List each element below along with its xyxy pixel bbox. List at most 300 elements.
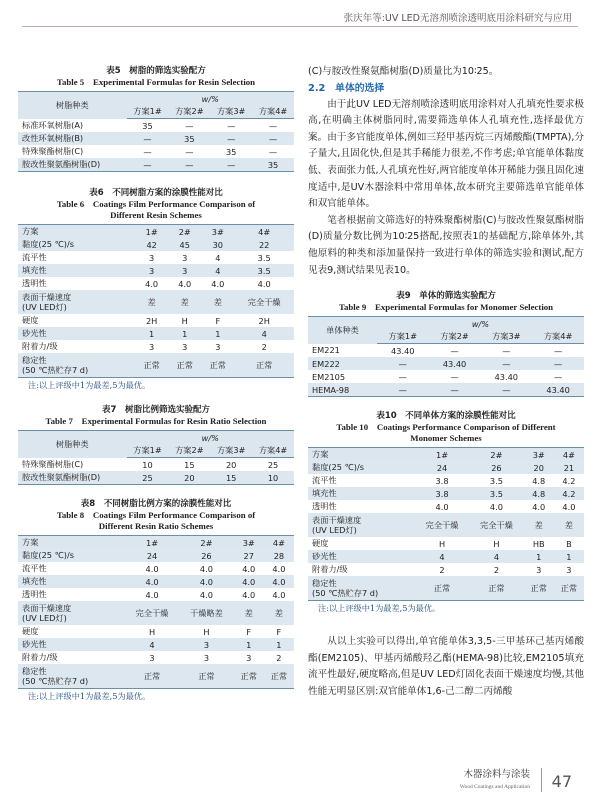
table8-header-row (18, 536, 294, 550)
table-row (18, 238, 294, 251)
table10-cell: 4.0 (562, 501, 576, 512)
table6-cell: 完全干燥 (234, 290, 294, 314)
table10-row-label: 透明性 (312, 501, 337, 512)
table8-col-header: 4# (264, 536, 294, 550)
table5-cell: 35 (252, 158, 294, 172)
table6-note: 注:以上评级中1为最差,5为最优。 (28, 380, 151, 390)
table-row (18, 471, 294, 485)
table10-title-en-1: Table 10 Coatings Performance Comparison of Different (336, 422, 556, 433)
table5-cell: — (168, 158, 210, 172)
table10-cell: 差 (524, 513, 554, 537)
table7-cell: 20 (225, 459, 237, 470)
table10-cell: 4.0 (532, 501, 546, 512)
table6-title-en-2: Different Resin Schemes (110, 210, 202, 220)
table8-cell: 3 (203, 652, 210, 663)
table8-cell: 26 (179, 549, 233, 562)
table-row (18, 588, 294, 601)
table9-title-en: Table 9 Experimental Formulas for Monomer Selection (338, 302, 554, 313)
table-row (18, 158, 294, 172)
table-row (18, 575, 294, 588)
table6-cell: F (215, 315, 221, 326)
table6-cell: 3 (135, 264, 168, 277)
table-row (308, 487, 584, 500)
table10-row-label: 表面干燥速度 (UV LED灯) (308, 513, 415, 537)
table8-cell: 4.0 (242, 589, 256, 600)
table9-cell: — (377, 357, 429, 370)
table6-col-header: 4# (234, 225, 294, 239)
table8-cell: 4.0 (125, 575, 179, 588)
table8-cell: 4.0 (199, 589, 213, 600)
table8-row-label: 附着力/级 (22, 652, 58, 662)
table6-row-label: 砂光性 (18, 327, 135, 340)
table6-cell: H (181, 315, 188, 326)
journal-title: 木器涂料与涂装 (463, 769, 530, 780)
table-row (18, 651, 294, 664)
table10-caption (308, 411, 584, 444)
table8-cell: 干燥略差 (179, 601, 233, 625)
table-row (308, 357, 584, 370)
table6-cell: 3 (215, 341, 221, 352)
table5-cell: — (268, 120, 278, 131)
table8-row-label: 砂光性 (18, 638, 125, 651)
table-row (308, 563, 584, 576)
table9-col-header: 方案2# (429, 330, 481, 344)
journal-title-en: Wood Coatings and Application (459, 784, 530, 790)
table8-cell: 4.0 (234, 575, 264, 588)
table10-cell: 完全干燥 (469, 513, 523, 537)
table5-cell: — (127, 158, 169, 172)
table8-row-label: 流平性 (22, 563, 47, 573)
table8-cell: 正常 (179, 664, 233, 689)
table-row (308, 537, 584, 550)
table10-cell: 正常 (524, 576, 554, 601)
table6-cell: 3 (182, 252, 188, 263)
table8-cell: 4 (125, 638, 179, 651)
table5-caption (18, 66, 294, 88)
table-row (308, 461, 584, 474)
table9-cell: 43.40 (391, 345, 415, 356)
table10-cell: 3.8 (435, 475, 449, 486)
table10-cell: 2 (493, 564, 500, 575)
table10-row-label: 稳定性 (50 ℃热贮存7 d) (308, 576, 415, 601)
table5-cell: — (143, 146, 152, 157)
table10-note: 注:以上评级中1为最差,5为最优。 (318, 603, 441, 614)
table10-title-en-2: Monomer Schemes (410, 433, 482, 444)
table8-cell: 1 (264, 638, 294, 651)
table9-unit-header: w/% (377, 317, 584, 331)
table8-cell: 完全干燥 (125, 601, 179, 625)
table10-cell: 4.0 (489, 501, 503, 512)
page-number: 47 (551, 772, 572, 791)
table7-cell: 10 (142, 459, 153, 470)
table6-cell: 30 (201, 238, 234, 251)
para-conclusion: 从以上实验可以得出,单官能单体3,3,5-三甲基环己基丙烯酸酯(EM2105)、甲基丙烯酸羟乙酯(HEMA-98)比较,EM2105填充流平性最好,硬度略高,但是UV LED灯固化表面干燥速度均慢,其他性能无明显区别:双官能单体1,6-己二醇二丙烯酸 (308, 636, 584, 697)
table10-col-header: 1# (415, 448, 469, 462)
para-monomer-method: 笔者根据前文筛选好的特殊聚酯树脂(C)与胺改性聚氨酯树脂(D)质量分数比例为10∶25搭配,按照表1的基础配方,除单体外,其他原料的种类和添加量保持一致进行单体的筛选实验和测试,配方见表9,测试结果见表10。 (308, 214, 584, 276)
table9-row-label: EM222 (308, 357, 377, 370)
table9-row-label: EM2105 (312, 371, 346, 382)
table7-col-header: 方案4# (252, 444, 294, 458)
table10-cell: 完全干燥 (415, 513, 469, 537)
table9 (308, 316, 584, 397)
table-row (308, 500, 584, 513)
table-row (308, 383, 584, 397)
table5-cell: — (210, 132, 252, 145)
table6-cell: 45 (168, 238, 201, 251)
table9-cell: — (450, 371, 459, 382)
table5-cell: — (185, 120, 194, 131)
table6-cell: 4.0 (145, 278, 159, 289)
table6-cell: 3 (182, 341, 188, 352)
table10-cell: 4 (469, 550, 523, 563)
table10-row-label: 填充性 (308, 487, 415, 500)
table6-title-en-1: Table 6 Coatings Film Performance Comparison of (56, 199, 256, 209)
table7-cell: 25 (267, 459, 279, 470)
table9-cell: — (398, 371, 407, 382)
table6-cell: 3.5 (257, 252, 271, 263)
right-column (308, 64, 584, 701)
table6-cell: 4.0 (211, 278, 225, 289)
table-row (308, 576, 584, 601)
table6-cell: 3 (149, 341, 155, 352)
table7-cell: 10 (252, 471, 294, 485)
table6-caption (18, 188, 294, 221)
table8-cell: 2 (276, 652, 282, 663)
table10-cell: 正常 (415, 576, 469, 601)
table5-unit-header: w/% (127, 92, 294, 106)
table8-col-header: 3# (234, 536, 264, 550)
table9-cell: — (554, 345, 563, 356)
table8-cell: 4.0 (145, 589, 159, 600)
table10-cell: 26 (469, 461, 523, 474)
table8-cell: 4.0 (199, 563, 213, 574)
table9-cell: — (502, 345, 511, 356)
table8-cell: 3 (179, 638, 233, 651)
table10-cell: 4.2 (554, 487, 584, 500)
table7-title-en: Table 7 Experimental Formulas for Resin Ratio Selection (45, 416, 267, 426)
table-row (308, 474, 584, 487)
table10-cell: HB (532, 538, 545, 549)
table-row (18, 458, 294, 472)
table10-cell: 正常 (469, 576, 523, 601)
table6-cell: 1 (201, 327, 234, 340)
running-head: 张庆年等:UV LED无溶剂喷涂透明底用涂料研究与应用 (343, 13, 572, 24)
table5-row-label: 标准环氧树脂(A) (22, 119, 84, 130)
header-rule (22, 26, 578, 27)
table9-cell: — (554, 371, 563, 382)
table5-cell: — (268, 146, 278, 157)
table6-col-header: 2# (168, 225, 201, 239)
table8-cell: H (203, 626, 210, 637)
table5-cell: — (210, 158, 252, 172)
table5-cell: — (127, 132, 169, 145)
table6-cell: 1 (135, 327, 168, 340)
section-2-2-heading: 2.2 单体的选择 (308, 82, 385, 94)
table9-title-zh: 表9 单体的筛选实验配方 (396, 291, 496, 302)
table8-title-en-2: Different Resin Ratio Schemes (98, 521, 214, 531)
table8-note: 注:以上评级中1为最差,5为最优。 (28, 691, 151, 701)
table10-cell: 20 (524, 461, 554, 474)
table6-cell: 42 (135, 238, 168, 251)
table5-header-row (18, 92, 294, 106)
table6-cell: 2 (261, 341, 267, 352)
table-row (308, 550, 584, 563)
table7-row-label: 胺改性聚氨酯树脂(D) (18, 471, 127, 485)
table8-row-label: 透明性 (22, 589, 47, 599)
table6-cell: 3.5 (234, 264, 294, 277)
footer-divider (541, 768, 542, 792)
table5-title-zh: 表5 树脂的筛选实验配方 (106, 66, 206, 76)
table10-cell: 4.8 (524, 487, 554, 500)
table6-col0-header: 方案 (18, 225, 135, 239)
table8-cell: 差 (234, 601, 264, 625)
table-row (18, 145, 294, 158)
table8-cell: 24 (125, 549, 179, 562)
table8-col0-header: 方案 (18, 536, 125, 550)
table9-cell: — (480, 383, 532, 397)
table8-cell: 4.0 (179, 575, 233, 588)
table6-cell: 正常 (234, 353, 294, 378)
table-row (308, 370, 584, 383)
table10-row-label: 附着力/级 (312, 564, 348, 575)
table6-cell: 3 (168, 264, 201, 277)
table9-cell: — (532, 357, 584, 370)
table9-caption (308, 291, 584, 313)
table-row (18, 290, 294, 314)
table7-cell: 25 (127, 471, 169, 485)
table7-title-zh: 表7 树脂比例筛选实验配方 (102, 405, 210, 415)
table6-cell: 4.0 (257, 278, 271, 289)
table-row (18, 327, 294, 340)
table6-cell: 差 (135, 290, 168, 314)
table10-cell: 2 (439, 564, 445, 575)
table5-row-label: 改性环氧树脂(B) (18, 132, 127, 145)
table5-cell: — (252, 132, 294, 145)
table8-title-zh: 表8 不同树脂比例方案的涂膜性能对比 (80, 499, 232, 509)
table8-cell: 3 (149, 652, 155, 663)
table8-col-header: 2# (179, 536, 233, 550)
table5-row-label: 特殊聚酯树脂(C) (22, 146, 84, 156)
table8-cell: 28 (264, 549, 294, 562)
table10-cell: 3.5 (469, 487, 523, 500)
table6 (18, 224, 294, 378)
table7-cell: 20 (168, 471, 210, 485)
table10-row-label: 砂光性 (308, 550, 415, 563)
table9-col0-header: 单体种类 (308, 317, 377, 344)
table5-cell: 35 (142, 120, 153, 131)
table5 (18, 91, 294, 172)
table-row (18, 264, 294, 277)
table8-row-label: 硬度 (22, 626, 39, 636)
table-row (18, 601, 294, 625)
table10-cell: 正常 (554, 576, 584, 601)
table10-cell: 3.8 (415, 487, 469, 500)
table7-unit-header: w/% (127, 431, 294, 445)
table7-cell: 15 (210, 471, 252, 485)
table10-cell: 4.8 (532, 475, 546, 486)
table8-cell: 1 (234, 638, 264, 651)
table6-row-label: 黏度(25 ℃)/s (18, 238, 135, 251)
table8-cell: 27 (234, 549, 264, 562)
table7-col0-header: 树脂种类 (18, 431, 127, 458)
table-row (18, 251, 294, 264)
table8-row-label: 填充性 (18, 575, 125, 588)
table6-cell: 差 (201, 290, 234, 314)
table6-title-zh: 表6 不同树脂方案的涂膜性能对比 (89, 188, 223, 198)
table5-col-header: 方案3# (210, 105, 252, 119)
table9-row-label: HEMA-98 (308, 383, 377, 397)
table6-row-label: 稳定性 (50 ℃热贮存7 d) (18, 353, 135, 378)
table8 (18, 535, 294, 689)
table8-cell: 正常 (264, 664, 294, 689)
table10-header-row (308, 448, 584, 462)
table6-cell: 1 (168, 327, 201, 340)
table8-cell: 4.0 (272, 563, 286, 574)
table10-cell: 3 (536, 564, 542, 575)
table10-col-header: 4# (554, 448, 584, 462)
table10-col0-header: 方案 (308, 448, 415, 462)
table6-cell: 正常 (201, 353, 234, 378)
table10-cell: 24 (415, 461, 469, 474)
table10-cell: 1 (524, 550, 554, 563)
table8-row-label: 表面干燥速度 (UV LED灯) (18, 601, 125, 625)
table6-cell: 正常 (168, 353, 201, 378)
table5-col-header: 方案4# (252, 105, 294, 119)
table10-title-zh: 表10 不同单体方案的涂膜性能对比 (376, 411, 516, 422)
table9-col-header: 方案1# (377, 330, 429, 344)
table-row (18, 314, 294, 327)
table9-cell: 43.40 (494, 371, 519, 382)
table5-col-header: 方案2# (168, 105, 210, 119)
table6-cell: 4 (234, 327, 294, 340)
table6-row-label: 透明性 (22, 278, 47, 288)
table10-cell: 21 (554, 461, 584, 474)
table10-col-header: 2# (469, 448, 523, 462)
table8-cell: 4.0 (242, 563, 256, 574)
table8-col-header: 1# (125, 536, 179, 550)
table9-cell: 43.40 (532, 383, 584, 397)
table8-cell: 3 (246, 652, 252, 663)
table5-row-label: 胺改性聚氨酯树脂(D) (18, 158, 127, 172)
para-ratio: (C)与胺改性聚氨酯树脂(D)质量比为10∶25。 (308, 66, 499, 77)
table8-cell: F (276, 626, 282, 637)
table7-col-header: 方案3# (210, 444, 252, 458)
table5-cell: 35 (168, 132, 210, 145)
table-row (18, 119, 294, 133)
table6-row-label: 流平性 (22, 252, 47, 262)
table7-row-label: 特殊聚酯树脂(C) (22, 458, 84, 469)
table-row (18, 132, 294, 145)
table10-cell: H (438, 538, 446, 549)
table6-cell: 2H (145, 315, 158, 326)
table7 (18, 430, 294, 485)
table6-cell: 4 (201, 264, 234, 277)
table8-cell: F (246, 626, 252, 637)
table5-cell: — (227, 120, 236, 131)
table5-cell: — (185, 146, 194, 157)
para-monomer-intro: 由于此UV LED无溶剂喷涂透明底用涂料对人孔填充性要求极高,在明确主体树脂同时,需要筛选单体人孔填充性,选择最优方案。由于多官能度单体,例如三羟甲基丙烷三丙烯酸酯(TMPTA),分子量大,且固化快,但是其手稀能力很差,不作考虑;单官能单体黏度低、表面张力低,人孔填充性好,两官能度单体开稀能力强且固化速度适中,是UV木器涂料中常用单体,故本研究主要筛选单官能单体和双官能单体。 (308, 98, 584, 210)
table9-cell: — (429, 383, 481, 397)
table9-header-row (308, 317, 584, 331)
table-row (18, 340, 294, 353)
table7-cell: 15 (184, 459, 195, 470)
left-column (18, 66, 294, 702)
table5-col-header: 方案1# (127, 105, 169, 119)
table6-cell: 3 (149, 252, 155, 263)
table6-cell: 2H (258, 315, 270, 326)
table5-col0-header: 树脂种类 (18, 92, 127, 119)
table9-cell: — (377, 383, 429, 397)
table-row (18, 353, 294, 378)
table10-cell: 3.5 (489, 475, 503, 486)
table7-col-header: 方案1# (127, 444, 169, 458)
table9-col-header: 方案4# (532, 330, 584, 344)
table6-cell: 差 (168, 290, 201, 314)
table8-cell: 4.0 (145, 563, 159, 574)
table8-cell: 4.0 (272, 589, 286, 600)
table6-row-label: 填充性 (18, 264, 135, 277)
table6-row-label: 硬度 (22, 315, 39, 325)
table10 (308, 447, 584, 601)
table10-cell: B (566, 538, 572, 549)
table8-cell: 4.0 (264, 575, 294, 588)
table6-col-header: 1# (135, 225, 168, 239)
table-row (18, 625, 294, 638)
table6-cell: 22 (234, 238, 294, 251)
table8-row-label: 稳定性 (50 ℃热贮存7 d) (18, 664, 125, 689)
table10-cell: 4.2 (562, 475, 576, 486)
table-row (18, 562, 294, 575)
table6-row-label: 表面干燥速度 (UV LED灯) (18, 290, 135, 314)
table5-title-en: Table 5 Experimental Formulas for Resin Selection (56, 77, 256, 87)
table7-caption (18, 405, 294, 427)
table10-cell: 4 (415, 550, 469, 563)
table5-cell: 35 (225, 146, 237, 157)
table10-row-label: 流平性 (312, 475, 337, 486)
table8-row-label: 黏度(25 ℃)/s (18, 549, 125, 562)
table8-cell: H (148, 626, 156, 637)
table6-row-label: 附着力/级 (22, 341, 58, 351)
table9-col-header: 方案3# (480, 330, 532, 344)
table-row (308, 513, 584, 537)
table10-cell: 1 (554, 550, 584, 563)
table6-col-header: 3# (201, 225, 234, 239)
table10-cell: 4.0 (435, 501, 449, 512)
table8-cell: 正常 (125, 664, 179, 689)
table10-col-header: 3# (524, 448, 554, 462)
table9-row-label: EM221 (312, 345, 340, 356)
table6-header-row (18, 225, 294, 239)
table10-row-label: 硬度 (312, 538, 329, 549)
table9-cell: — (450, 345, 459, 356)
table10-cell: 3 (566, 564, 572, 575)
table-row (308, 344, 584, 358)
table9-cell: 43.40 (429, 357, 481, 370)
table8-caption (18, 499, 294, 532)
table-row (18, 638, 294, 651)
table6-cell: 正常 (135, 353, 168, 378)
table7-header-row (18, 431, 294, 445)
table6-cell: 4.0 (178, 278, 192, 289)
table8-title-en-1: Table 8 Coatings Film Performance Comparison of (56, 510, 256, 520)
table10-cell: H (493, 538, 500, 549)
table7-col-header: 方案2# (168, 444, 210, 458)
table9-cell: — (480, 357, 532, 370)
table6-cell: 4 (215, 252, 221, 263)
table-row (18, 664, 294, 689)
table10-cell: 差 (554, 513, 584, 537)
table-row (18, 549, 294, 562)
